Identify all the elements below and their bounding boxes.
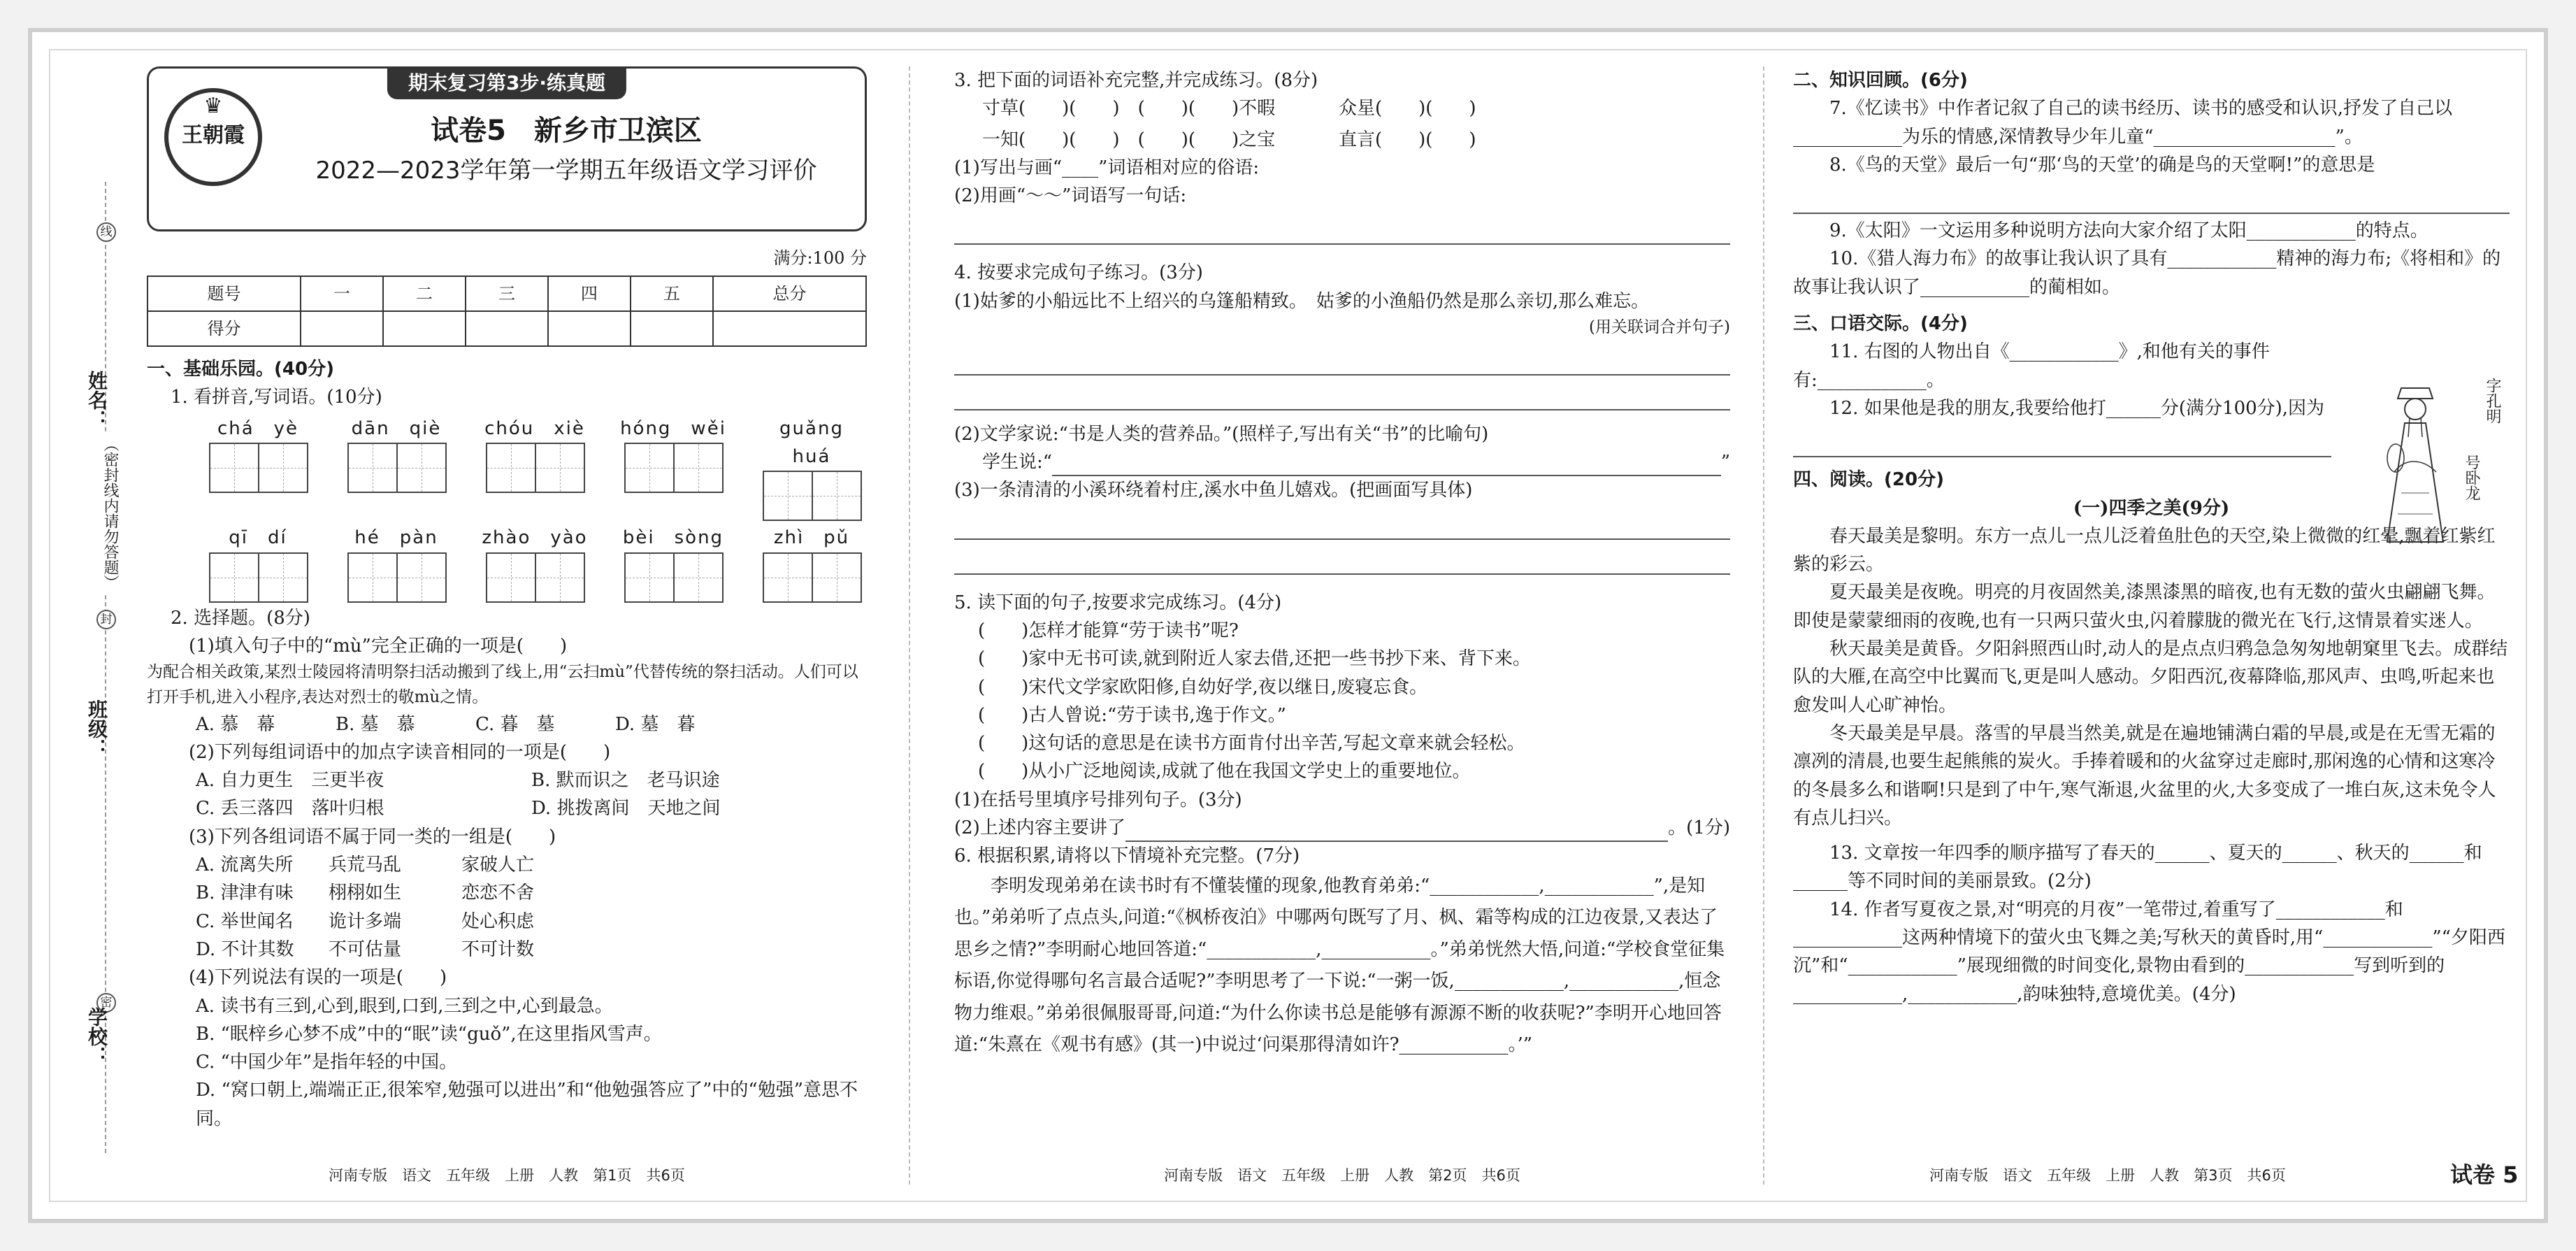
page-3-footer: 河南专版 语文 五年级 上册 人教 第3页 共6页 <box>1929 1167 2286 1184</box>
pinyin-text: hóng wěi <box>620 417 726 439</box>
figure-drawing <box>2373 374 2457 549</box>
idiom-item[interactable]: 寸草( )( ) ( )( )不暇 <box>982 98 1276 120</box>
page-2 <box>954 66 1730 1061</box>
char-box[interactable] <box>347 443 398 493</box>
answer-line[interactable] <box>954 378 1730 410</box>
option[interactable]: B. “眠梓乡心梦不成”中的“眠”读“guǒ”,在这里指风雪声。 <box>196 1023 662 1045</box>
article-paragraph: 秋天最美是黄昏。夕阳斜照西山时,动人的是点点归鸦急急匆匆地朝窠里飞去。成群结队的大雁,在高空中比翼而飞,更是叫人感动。夕阳西沉,夜幕降临,那风声、虫鸣,听起来也愈发叫人心旷神怡。 <box>1793 638 2508 716</box>
pinyin-item <box>618 415 728 522</box>
char-box[interactable] <box>763 471 813 521</box>
score-cell[interactable] <box>631 311 713 346</box>
sentence-item[interactable]: ( )宋代文学家欧阳修,自幼好学,夜以继日,废寝忘食。 <box>978 676 1428 698</box>
score-table <box>147 276 867 347</box>
pinyin-text: chá yè <box>217 417 299 439</box>
article-paragraph: 夏天最美是夜晚。明亮的月夜固然美,漆黑漆黑的暗夜,也有无数的萤火虫翩翩飞舞。即使是蒙蒙细雨的夜晚,也有一只两只萤火虫,闪着朦胧的微光在飞行,这情景着实迷人。 <box>1793 582 2496 631</box>
question-5-1: (1)在括号里填序号排列句子。(3分) <box>954 789 1242 810</box>
pinyin-text: qī dí <box>229 527 287 549</box>
question-2-2: (2)下列每组词语中的加点字读音相同的一项是( ) <box>189 741 611 763</box>
option[interactable]: A. 自力更生 三更半夜 <box>196 770 384 792</box>
question-8: 8.《鸟的天堂》最后一句“那‘鸟的天堂’的确是鸟的天堂啊!”的意思是 <box>1829 154 2375 176</box>
option[interactable]: B. 默而识之 老马识途 <box>531 770 720 792</box>
char-box[interactable] <box>535 552 585 603</box>
question-2-4: (4)下列说法有误的一项是( ) <box>189 967 447 989</box>
question-7: 7.《忆读书》中作者记叙了自己的读书经历、读书的感受和认识,抒发了自己以____________为乐的情感,深情教导少年儿童“____________________”。 <box>1793 98 2453 148</box>
article-paragraph: 冬天最美是早晨。落雪的早晨当然美,就是在遍地铺满白霜的早晨,或是在无雪无霜的凛冽的清晨,也要生起熊熊的炭火。手捧着暖和的火盆穿过走廊时,那闲逸的心情和这寒冷的冬晨多么和谐啊!只是到了中午,寒气渐退,火盆里的火,大多变成了一堆白灰,这未免令人有点儿扫兴。 <box>1793 722 2496 829</box>
name-label: 姓名： <box>85 371 108 429</box>
option-word: A. 流离失所 <box>196 855 294 876</box>
score-cell[interactable] <box>301 311 383 346</box>
page-2-footer: 河南专版 语文 五年级 上册 人教 第2页 共6页 <box>1164 1167 1520 1184</box>
pinyin-text: hé pàn <box>354 527 438 549</box>
paper-number: 试卷 5 <box>2450 1161 2519 1188</box>
answer-line[interactable] <box>954 213 1730 245</box>
option-word: 不可估量 <box>329 938 402 960</box>
question-4-2: (2)文学家说:“书是人类的营养品。”(照样子,写出有关“书”的比喻句) <box>954 423 1489 445</box>
pinyin-item <box>203 415 313 522</box>
char-box[interactable] <box>535 443 585 493</box>
section-2-title: 二、知识回顾。(6分) <box>1793 70 1968 91</box>
seal-mark-seal: 封 <box>96 610 116 629</box>
pinyin-item <box>480 415 590 522</box>
question-2: 2. 选择题。(8分) <box>171 607 310 629</box>
score-row <box>147 311 866 346</box>
score-cell[interactable] <box>713 311 866 346</box>
char-box[interactable] <box>624 443 675 493</box>
char-box[interactable] <box>258 552 308 603</box>
question-4-2-answer[interactable] <box>982 448 1730 476</box>
question-4-2-prefix: 学生说:“ <box>982 452 1053 473</box>
seal-mark-secret: 密 <box>96 993 116 1013</box>
question-4-1: (1)姑爹的小船远比不上绍兴的乌篷船精致。 姑爹的小渔船仍然是那么亲切,那么难忘。 <box>954 290 1650 312</box>
option-word: D. 不计其数 <box>196 938 294 960</box>
question-4-3: (3)一条清清的小溪环绕着村庄,溪水中鱼儿嬉戏。(把画面写具体) <box>954 480 1473 501</box>
score-cell[interactable] <box>548 311 631 346</box>
question-9: 9.《太阳》一文运用多种说明方法向大家介绍了太阳____________的特点。 <box>1829 220 2429 242</box>
question-2-2-options-cd <box>196 794 867 822</box>
pinyin-text: guǎng huá <box>779 417 863 468</box>
logo-name: 王朝霞 <box>182 123 245 148</box>
score-header-cell: 五 <box>631 276 713 311</box>
char-box[interactable] <box>396 443 447 493</box>
option[interactable]: C. 暮 墓 <box>475 713 555 735</box>
option[interactable]: B. 墓 慕 <box>336 713 415 735</box>
option-word: 处心积虑 <box>461 910 535 932</box>
score-cell[interactable] <box>383 311 466 346</box>
score-header-cell: 四 <box>548 276 631 311</box>
question-5-2-text: (2)上述内容主要讲了 <box>954 817 1125 838</box>
char-box[interactable] <box>258 443 308 493</box>
binding-note: （密封线内请勿答题） <box>99 434 121 593</box>
question-4-2-suffix: ” <box>1720 452 1730 473</box>
char-box[interactable] <box>396 552 447 603</box>
score-row-label: 得分 <box>147 311 301 346</box>
score-header-cell: 二 <box>383 276 466 311</box>
option-word: 兵荒马乱 <box>329 855 402 876</box>
question-2-3: (3)下列各组词语不属于同一类的一组是( ) <box>189 826 556 848</box>
pinyin-row-2 <box>203 524 867 602</box>
question-12: 12. 如果他是我的朋友,我要给他打______分(满分100分),因为 <box>1829 397 2325 419</box>
brand-logo <box>164 88 262 186</box>
sentence-item[interactable]: ( )从小广泛地阅读,成就了他在我国文学史上的重要地位。 <box>978 761 1471 782</box>
sentence-item[interactable]: ( )这句话的意思是在读书方面肯付出辛苦,写起文章来就会轻松。 <box>978 733 1525 755</box>
answer-line[interactable] <box>954 508 1730 540</box>
option[interactable]: D. 挑拨离间 天地之间 <box>531 798 721 820</box>
char-box[interactable] <box>347 552 398 603</box>
char-box[interactable] <box>486 443 536 493</box>
exam-title-sub: 2022—2023学年第一学期五年级语文学习评价 <box>315 157 817 185</box>
question-2-3-option-a[interactable] <box>196 851 867 879</box>
option[interactable]: C. 丢三落四 落叶归根 <box>196 798 384 820</box>
question-14: 14. 作者写夏夜之景,对“明亮的月夜”一笔带过,着重写了____________和____________这两种情境下的萤火虫飞舞之美;写秋天的黄昏时,用“____________”“夕阳西沉”和“____________”展现细微的时间变化,景物由看到的____________写到听到的____________,____________,韵味独特,意境优美。(4分) <box>1793 899 2505 1005</box>
seal-mark-line: 线 <box>96 222 116 242</box>
option[interactable]: A. 慕 幕 <box>196 713 275 735</box>
question-3: 3. 把下面的词语补充完整,并完成练习。(8分) <box>954 70 1318 91</box>
crown-icon: ♛ <box>203 94 223 118</box>
question-2-1-options <box>196 710 867 738</box>
question-5-2-score: 。(1分) <box>1668 817 1730 838</box>
section-3-title: 三、口语交际。(4分) <box>1793 313 1968 335</box>
question-4-1-hint: (用关联词合并句子) <box>1589 318 1730 337</box>
char-box[interactable] <box>812 552 862 603</box>
option-word: 家破人亡 <box>461 855 535 876</box>
pinyin-item <box>756 524 867 602</box>
question-4: 4. 按要求完成句子练习。(3分) <box>954 262 1203 284</box>
page-divider-1 <box>909 66 910 1185</box>
sentence-item[interactable]: ( )家中无书可读,就到附近人家去借,还把一些书抄下来、背下来。 <box>978 648 1531 670</box>
char-box[interactable] <box>209 552 259 603</box>
option-word: 诡计多端 <box>329 910 402 932</box>
idiom-grid <box>982 94 1730 154</box>
school-label: 学校： <box>85 1007 108 1066</box>
char-box[interactable] <box>486 552 536 603</box>
page-1 <box>147 66 867 1133</box>
pinyin-item <box>480 524 590 602</box>
figure-label-alias: 号卧龙 <box>2463 455 2480 501</box>
question-2-3-option-c[interactable] <box>196 908 867 936</box>
score-cell[interactable] <box>466 311 548 346</box>
char-box[interactable] <box>673 443 724 493</box>
pinyin-item <box>756 415 867 522</box>
answer-line[interactable] <box>954 543 1730 575</box>
figure-label-courtesy: 字孔明 <box>2484 378 2501 424</box>
score-header-cell: 一 <box>301 276 383 311</box>
option-word: 栩栩如生 <box>329 882 402 904</box>
idiom-item[interactable]: 直言( )( ) <box>1339 129 1476 150</box>
question-13: 13. 文章按一年四季的顺序描写了春天的______、夏天的______、秋天的______和______等不同时间的美丽景致。(2分) <box>1793 843 2482 892</box>
option[interactable]: C. “中国少年”是指年轻的中国。 <box>196 1052 458 1073</box>
question-2-1: (1)填入句子中的“mù”完全正确的一项是( ) <box>189 635 568 657</box>
section-1-title: 一、基础乐园。(40分) <box>147 359 334 380</box>
question-2-3-option-b[interactable] <box>196 879 867 907</box>
pinyin-row-1 <box>203 415 867 522</box>
pinyin-item <box>341 415 452 522</box>
option[interactable]: A. 读书有三到,心到,眼到,口到,三到之中,心到最急。 <box>196 995 613 1017</box>
answer-line[interactable] <box>1793 425 2331 457</box>
article-paragraph: 春天最美是黎明。东方一点儿一点儿泛着鱼肚色的天空,染上微微的红晕,飘着红紫红紫的彩云。 <box>1793 525 2496 576</box>
char-box[interactable] <box>209 443 259 493</box>
score-header-cell: 题号 <box>147 276 301 311</box>
answer-line[interactable] <box>1793 182 2510 214</box>
page-divider-2 <box>1763 66 1764 1185</box>
article-title: (一)四季之美(9分) <box>2073 497 2230 519</box>
score-header-cell: 三 <box>466 276 548 311</box>
score-header-cell: 总分 <box>713 276 866 311</box>
option-word: 恋恋不舍 <box>461 882 535 904</box>
question-10: 10.《猎人海力布》的故事让我认识了具有____________精神的海力布;《将相和》的故事让我认识了____________的蔺相如。 <box>1793 248 2501 298</box>
pinyin-text: zhào yào <box>482 527 588 549</box>
pinyin-text: bèi sòng <box>622 527 724 549</box>
option-word: 不可计数 <box>461 938 535 960</box>
class-label: 班级： <box>85 699 108 758</box>
full-mark: 满分:100 分 <box>773 248 867 268</box>
option-word: C. 举世闻名 <box>196 910 294 932</box>
option[interactable]: D. 墓 暮 <box>615 713 696 735</box>
question-3-1: (1)写出与画“____”词语相对应的俗语: <box>954 157 1260 178</box>
sentence-item[interactable]: ( )怎样才能算“劳于读书”呢? <box>978 620 1239 641</box>
question-3-2: (2)用画“～～”词语写一句话: <box>954 185 1187 207</box>
char-box[interactable] <box>624 552 675 603</box>
option[interactable]: D. “窝口朝上,端端正正,很笨窄,勉强可以进出”和“他勉强答应了”中的“勉强”意思不同。 <box>196 1080 858 1129</box>
pinyin-text: zhì pǔ <box>773 527 850 549</box>
pinyin-item <box>618 524 728 602</box>
question-11: 11. 右图的人物出自《____________》,和他有关的事件有:____________。 <box>1793 341 2270 391</box>
question-6: 6. 根据积累,请将以下情境补充完整。(7分) <box>954 845 1300 867</box>
exam-header <box>147 66 867 231</box>
header-tag: 期末复习第3步·练真题 <box>387 66 626 99</box>
pinyin-item <box>203 524 313 602</box>
pinyin-item <box>341 524 452 602</box>
question-1: 1. 看拼音,写词语。(10分) <box>171 387 382 408</box>
pinyin-text: dān qiè <box>351 417 442 439</box>
question-5-2 <box>954 814 1730 842</box>
question-2-3-option-d[interactable] <box>196 936 867 964</box>
zhuge-liang-illustration <box>2373 374 2457 549</box>
idiom-item[interactable]: 一知( )( ) ( )( )之宝 <box>982 129 1276 150</box>
answer-line[interactable] <box>954 343 1730 376</box>
char-box[interactable] <box>812 471 862 521</box>
oral-block <box>1793 338 2331 457</box>
exam-title-main: 试卷5 新乡市卫滨区 <box>431 115 702 147</box>
option-word: B. 津津有味 <box>196 882 294 904</box>
question-2-1-passage: 为配合相关政策,某烈士陵园将清明祭扫活动搬到了线上,用“云扫mù”代替传统的祭扫活动。人们可以打开手机,进入小程序,表达对烈士的敬mù之情。 <box>147 663 858 706</box>
pinyin-text: chóu xiè <box>484 417 585 439</box>
section-4-title: 四、阅读。(20分) <box>1793 469 1944 491</box>
exam-title <box>282 109 851 190</box>
score-header-row <box>147 276 866 311</box>
char-box[interactable] <box>763 552 813 603</box>
page-1-footer: 河南专版 语文 五年级 上册 人教 第1页 共6页 <box>329 1167 685 1184</box>
char-box[interactable] <box>673 552 724 603</box>
answer-line[interactable] <box>1125 814 1668 842</box>
idiom-item[interactable]: 众星( )( ) <box>1339 98 1476 120</box>
sentence-item[interactable]: ( )古人曾说:“劳于读书,逸于作文。” <box>978 704 1286 726</box>
question-5: 5. 读下面的句子,按要求完成练习。(4分) <box>954 592 1282 613</box>
question-6-text: 李明发现弟弟在读书时有不懂装懂的现象,他教育弟弟:“____________,____________”,是知也。”弟弟听了点点头,问道:“《枫桥夜泊》中哪两句既写了月、枫、霜等构成的江边夜景,又表达了思乡之情?”李明耐心地回答道:“____________,____________。”弟弟恍然大悟,问道:“学校食堂征集标语,你觉得哪句名言最合适呢?”李明思考了一下说:“一粥一饭,____________,____________,恒念物力维艰。”弟弟很佩服哥哥,问道:“为什么你读书总是能够有源源不断的收获呢?”李明开心地回答道:“朱熹在《观书有感》(其一)中说过‘问渠那得清如许?____________。’” <box>954 875 1725 1056</box>
question-2-2-options-ab <box>196 766 867 794</box>
